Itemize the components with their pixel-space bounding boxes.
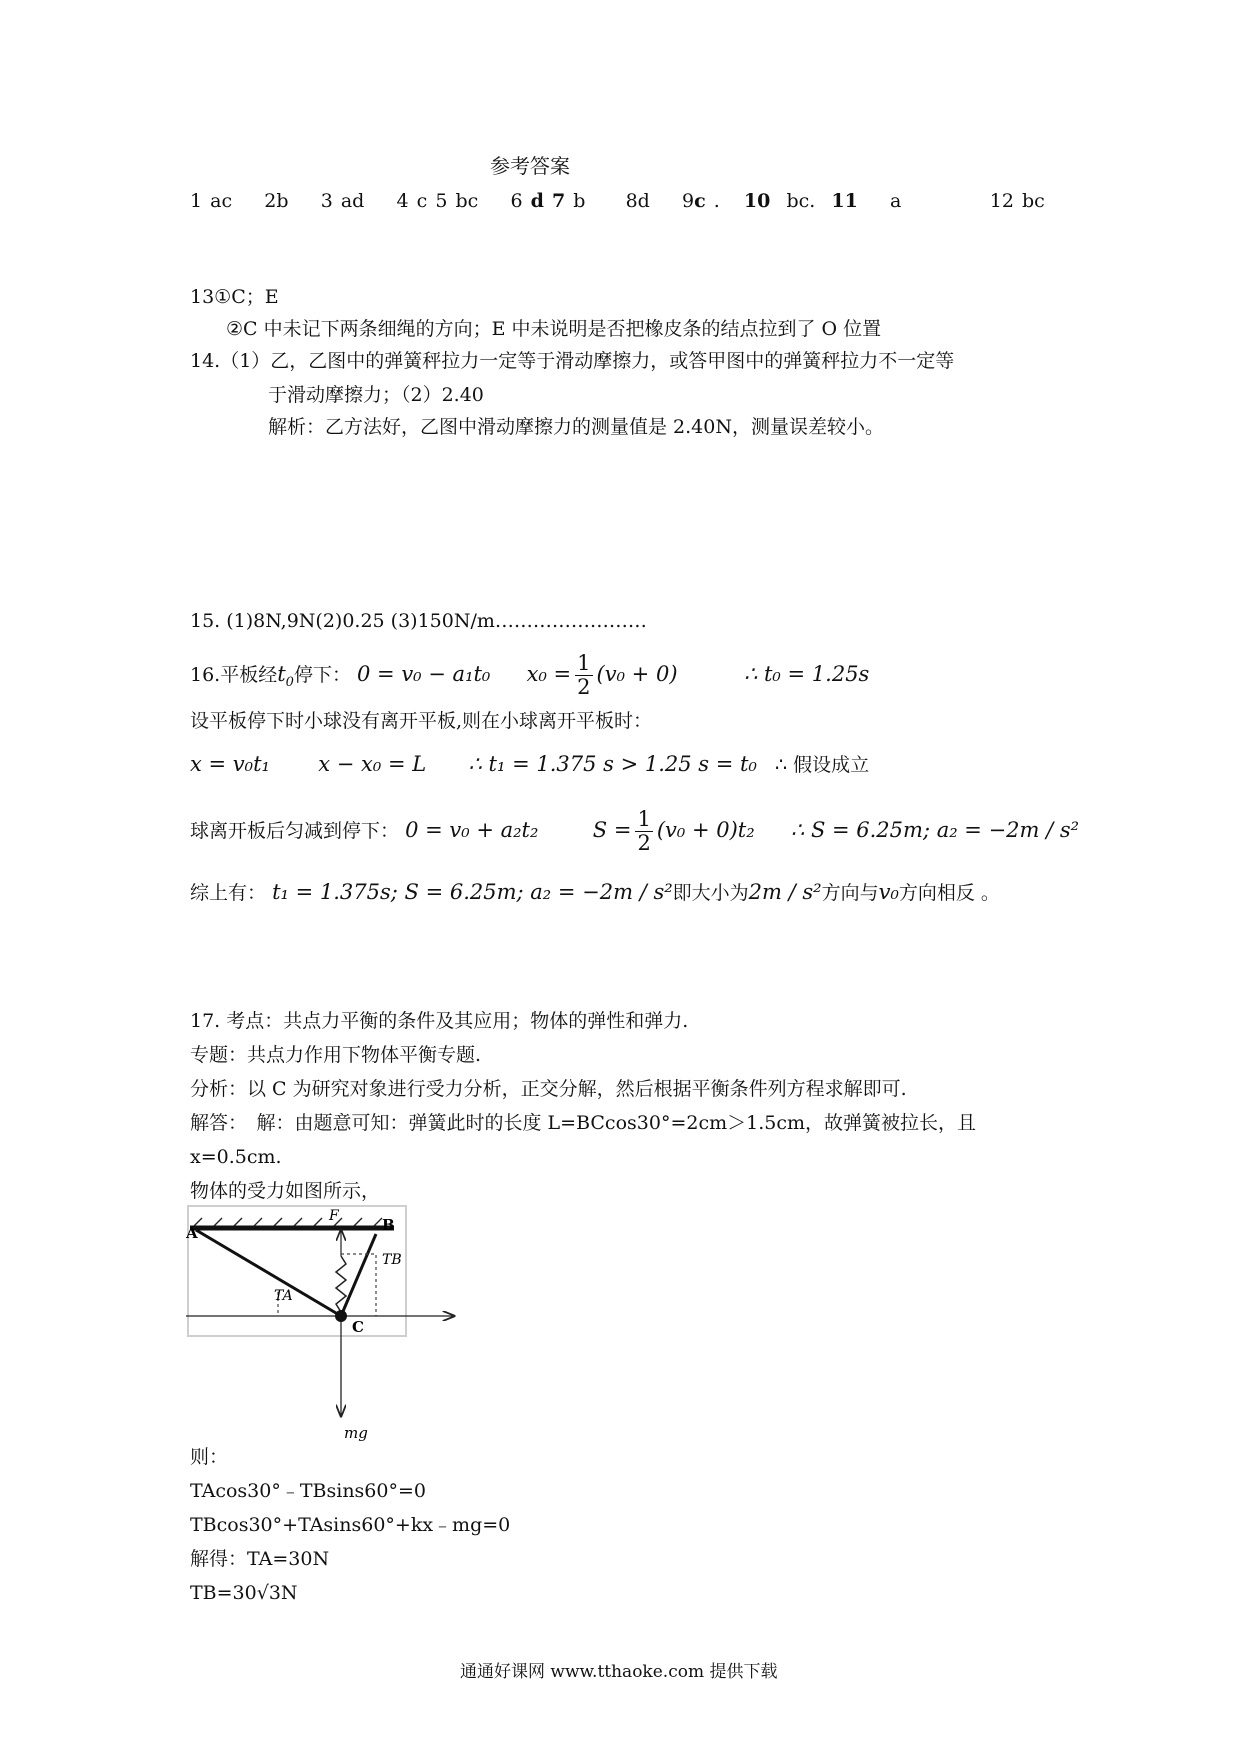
q16-line3 <box>190 752 869 777</box>
answer-11: a <box>890 190 902 212</box>
label-ta: TA <box>274 1288 293 1304</box>
q17-eq1: TAcos30°﹣TBsins60°=0 <box>190 1480 426 1502</box>
answer-3: 3 ad <box>320 190 365 212</box>
page-footer: 通通好课网 www.tthaoke.com 提供下载 <box>460 1662 778 1682</box>
answer-10-num: 10 <box>743 190 771 212</box>
q16-l5-val: 2m / s² <box>748 880 822 904</box>
answer-6: d <box>530 190 544 212</box>
answer-7-num: 7 <box>551 190 566 212</box>
q16-l4-eq1: 0 = v₀ + a₂t₂ <box>405 818 539 843</box>
q14-line2: 于滑动摩擦力；（2）2.40 <box>268 384 484 406</box>
q16-prefix: 16.平板经 <box>190 664 278 687</box>
q16-l3-eq2: x − x₀ = L <box>318 752 427 776</box>
answer-11-num: 11 <box>831 190 858 212</box>
q17-line4: 解答： 解：由题意可知：弹簧此时的长度 L=BCcos30°=2cm＞1.5cm，故弹簧被拉长，且 <box>190 1112 976 1134</box>
label-f: F <box>329 1208 339 1224</box>
answer-2: 2b <box>264 190 289 212</box>
q13-line1: 13①C；E <box>190 286 279 308</box>
answer-5: 5 bc <box>435 190 479 212</box>
q16-t0: $t_0$ <box>277 662 294 691</box>
q17-line1: 17. 考点：共点力平衡的条件及其应用；物体的弹性和弹力. <box>190 1010 689 1032</box>
rope-bc <box>341 1234 376 1316</box>
q17-tb: TB=30√3N <box>190 1582 298 1604</box>
q16-l5-dir: 方向与 <box>821 882 879 904</box>
answer-9-num: 9 <box>682 190 695 212</box>
q16-eq3: ∴ t₀ = 1.25s <box>743 662 870 687</box>
q17-eq2: TBcos30°+TAsins60°+kx﹣mg=0 <box>190 1514 511 1536</box>
label-a: A <box>186 1224 198 1242</box>
q14-line1: 14.（1）乙，乙图中的弹簧秤拉力一定等于滑动摩擦力，或答甲图中的弹簧秤拉力不一定等 <box>190 350 955 372</box>
q16-eq1: 0 = v₀ − a₁t₀ <box>357 662 491 687</box>
answer-1: 1 ac <box>190 190 233 212</box>
spring <box>336 1256 346 1312</box>
q17-line5: x=0.5cm. <box>190 1146 282 1168</box>
q16-l4-prefix: 球离开板后匀减到停下： <box>190 820 400 843</box>
answer-12: 12 bc <box>989 190 1045 212</box>
answer-9: c <box>694 190 706 212</box>
q16-l3-text: ∴ 假设成立 <box>775 754 870 776</box>
rope-ac <box>196 1230 341 1316</box>
q16-l4-eq2: S = $\frac{1}{2}$ (v₀ + 0)t₂ <box>592 807 755 856</box>
q16-l5-eq: t₁ = 1.375s; S = 6.25m; a₂ = −2m / s² <box>272 880 673 904</box>
q16-line2: 设平板停下时小球没有离开平板,则在小球离开平板时： <box>190 710 653 732</box>
label-c: C <box>352 1318 364 1336</box>
answer-key-row: 1 ac 2b 3 ad 4 c 5 bc 6 d 7 b 8d 9c . 10 bc. 11 a 12 bc <box>190 190 1045 212</box>
label-b: B <box>382 1216 395 1234</box>
q15-line1: 15. (1)8N,9N(2)0.25 (3)150N/m…………………… <box>190 610 647 632</box>
q16-l3-eq3: ∴ t₁ = 1.375 s > 1.25 s = t₀ <box>468 752 757 776</box>
page-title: 参考答案 <box>490 154 570 178</box>
q17-then: 则： <box>190 1446 229 1468</box>
q16-l5-prefix: 综上有： <box>190 882 267 904</box>
q17-line3: 分析：以 C 为研究对象进行受力分析，正交分解，然后根据平衡条件列方程求解即可. <box>190 1078 907 1100</box>
answer-4: 4 c <box>396 190 428 212</box>
q16-l3-eq1: x = v₀t₁ <box>190 752 270 776</box>
answer-7: b <box>573 190 586 212</box>
q16-l4-eq3: ∴ S = 6.25m; a₂ = −2m / s² <box>790 818 1080 843</box>
label-tb: TB <box>382 1252 402 1268</box>
point-c <box>335 1310 347 1322</box>
q17-line2: 专题：共点力作用下物体平衡专题. <box>190 1044 482 1066</box>
q16-line4 <box>190 808 1079 855</box>
answer-10: bc <box>786 190 810 212</box>
q14-line3: 解析：乙方法好，乙图中滑动摩擦力的测量值是 2.40N，测量误差较小。 <box>268 416 884 438</box>
answer-6-num: 6 <box>510 190 523 212</box>
q16-l5-mid: 即大小为 <box>672 882 749 904</box>
q16-line5 <box>190 880 1000 905</box>
q17-line6: 物体的受力如图所示， <box>190 1180 381 1202</box>
answer-8: 8d <box>625 190 650 212</box>
q13-line2: ②C 中未记下两条细绳的方向；E 中未说明是否把橡皮条的结点拉到了 O 位置 <box>226 318 882 340</box>
q16-stop: 停下： <box>293 664 351 687</box>
q16-l5-v0: v₀ <box>878 880 899 904</box>
q16-line1 <box>190 652 869 699</box>
q16-l5-end: 方向相反 。 <box>898 882 1000 904</box>
label-mg: mg <box>344 1424 368 1442</box>
q16-eq2: x₀ = $\frac{1}{2}$ (v₀ + 0) <box>526 651 678 700</box>
q17-solve: 解得：TA=30N <box>190 1548 330 1570</box>
force-diagram <box>186 1204 486 1444</box>
